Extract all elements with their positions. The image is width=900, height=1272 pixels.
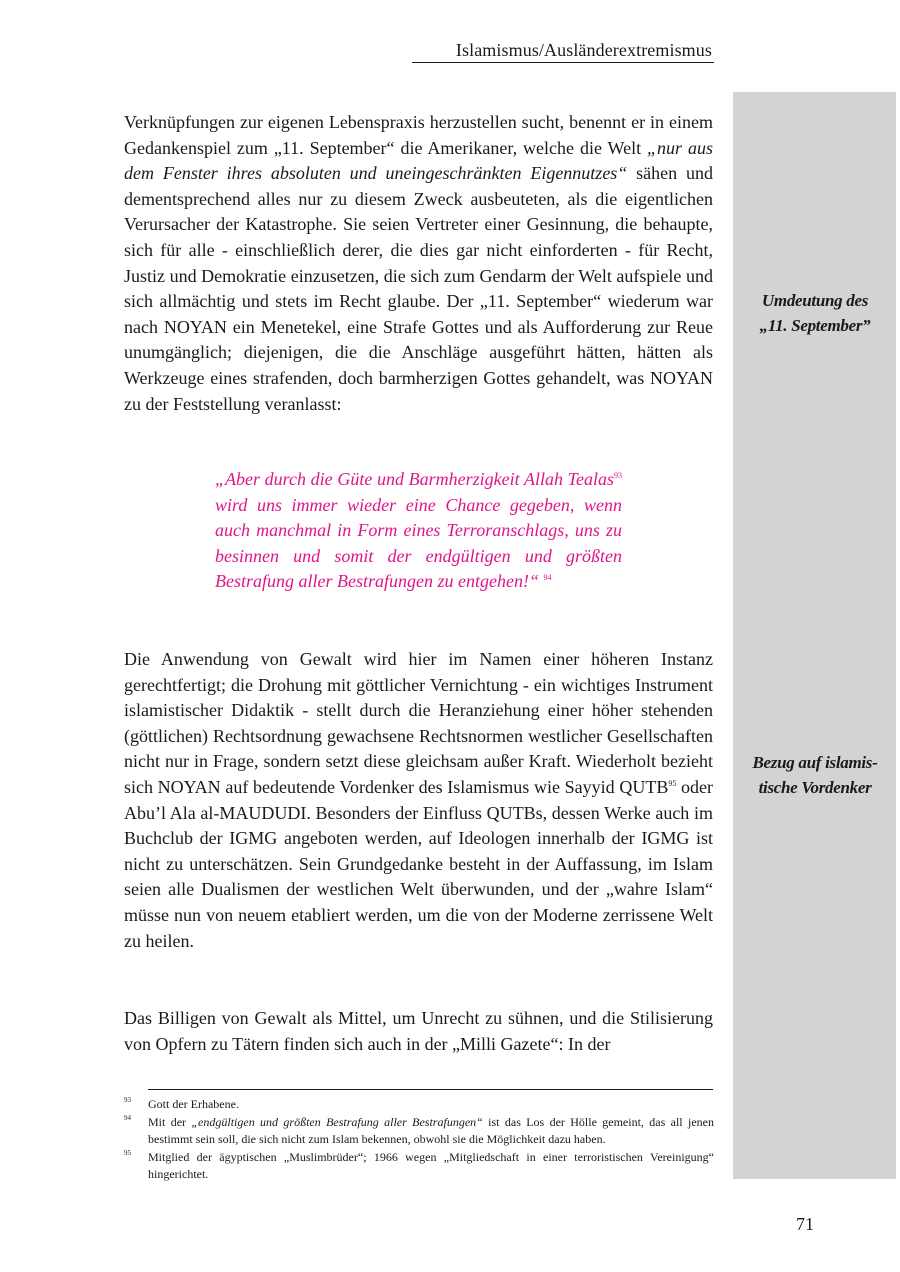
page-number: 71: [796, 1214, 814, 1234]
quote-text: „Aber durch die Güte und Barmherzigkeit Allah Tealas: [215, 469, 614, 489]
footnote-text: ist das Los der Hölle gemeint, das all jenen bestimmt sein soll, die sich nicht zum Islam bekennen, obwohl sie die Möglichkeit dazu haben.: [148, 1114, 714, 1147]
footnotes: [124, 1096, 714, 1184]
footnote-number: 95: [124, 1148, 131, 1157]
paragraph-text: oder Abu’l Ala al-MAUDUDI. Besonders der Einfluss QUTBs, dessen Werke auch im Buchclub der IGMG angeboten werden, auf Ideologen innerhalb der IGMG ist nicht zu unterschätzen. Sein Grundgedanke besteht in der Auffassung, im Islam seien alle Dualismen der westlichen Welt überwunden, und der „wahre Islam“ müsse nun von neuem etabliert werden, um die von der Moderne zerrissene Welt zu heilen.: [124, 776, 714, 951]
footnote-number: 94: [124, 1113, 131, 1122]
footnote-italic: „endgültigen und größten Bestrafung aller Bestrafungen“: [191, 1114, 483, 1129]
inline-quote: „nur aus dem Fenster ihres absoluten und uneingeschränkten Eigennutzes“: [124, 137, 713, 184]
quote-text: wird uns immer wieder eine Chance gegeben, wenn auch manchmal in Form eines Terroranschlags, uns zu besinnen und somit der endgültigen und größten Bestrafung aller Bestrafungen zu entgehen!“: [215, 494, 622, 592]
body-paragraph-2: [124, 647, 713, 954]
footnote-divider: [148, 1089, 713, 1090]
running-title: Islamismus/Ausländerextremismus: [455, 40, 712, 60]
paragraph-text: Die Anwendung von Gewalt wird hier im Namen einer höheren Instanz gerechtfertigt; die Drohung mit göttlicher Vernichtung - ein wichtiges Instrument islamistischer Didaktik - stellt durch die Heranziehung einer höher stehenden (göttlichen) Rechtsordnung gewachsene Rechtsnormen westlicher Gesellschaften nicht nur in Frage, sondern setzt diese gleichsam außer Kraft. Wiederholt bezieht sich NOYAN auf bedeutende Vordenker des Islamismus wie Sayyid QUTB: [124, 649, 713, 797]
margin-sidebar: [733, 92, 896, 1179]
margin-note-line: Bezug auf islamis-: [752, 753, 878, 772]
paragraph-text: Verknüpfungen zur eigenen Lebenspraxis herzustellen sucht, benennt er in einem Gedankenspiel zum „11. September“ die Amerikaner, welche die Welt: [124, 112, 713, 158]
running-header: [412, 38, 714, 63]
margin-note-line: tische Vordenker: [758, 778, 872, 797]
margin-note-vordenker: [737, 750, 893, 800]
footnote-94: [124, 1114, 714, 1149]
body-paragraph-3: Das Billigen von Gewalt als Mittel, um Unrecht zu sühnen, und die Stilisierung von Opfern zu Tätern finden sich auch in der „Milli Gazete“: In der: [124, 1008, 713, 1054]
footnote-text: Gott der Erhabene.: [148, 1097, 239, 1111]
footnote-93: [124, 1096, 714, 1114]
footnote-95: [124, 1149, 714, 1184]
paragraph-text: sähen und dementsprechend alles nur zu diesem Zweck ausbeuteten, als die eigentlichen Verursacher der Katastrophe. Sie seien Vertreter einer Gesinnung, die behaupte, sich für alle - einschließlich derer, die dies gar nicht einforderten - für Recht, Justiz und Demokratie einzusetzen, die sich zum Gendarm der Welt aufspiele und sich allmächtig und stets im Recht glaube. Der „11. September“ wiederum war nach NOYAN ein Menetekel, eine Strafe Gottes und als Aufforderung zur Reue unumgänglich; diejenigen, die die Anschläge ausgeführt hätten, hätten als Werkzeuge eines strafenden, doch barmherzigen Gottes gehandelt, was NOYAN zu der Feststellung veranlasst:: [124, 163, 713, 414]
footnote-number: 93: [124, 1096, 131, 1104]
margin-note-line: „11. September”: [759, 316, 871, 335]
footnote-text: Mitglied der ägyptischen „Muslimbrüder“; 1966 wegen „Mitgliedschaft in einer terroristischen Vereinigung“ hingerichtet.: [148, 1149, 714, 1182]
margin-note-line: Umdeutung des: [761, 291, 869, 310]
footnote-ref-95[interactable]: 95: [668, 778, 677, 788]
block-quote: [215, 467, 622, 595]
footnote-ref-94[interactable]: 94: [543, 573, 552, 583]
margin-note-umdeutung: [737, 288, 893, 338]
footnote-text: Mit der: [148, 1114, 192, 1129]
footnote-ref-93[interactable]: 93: [614, 471, 622, 480]
body-paragraph-1: [124, 110, 713, 417]
